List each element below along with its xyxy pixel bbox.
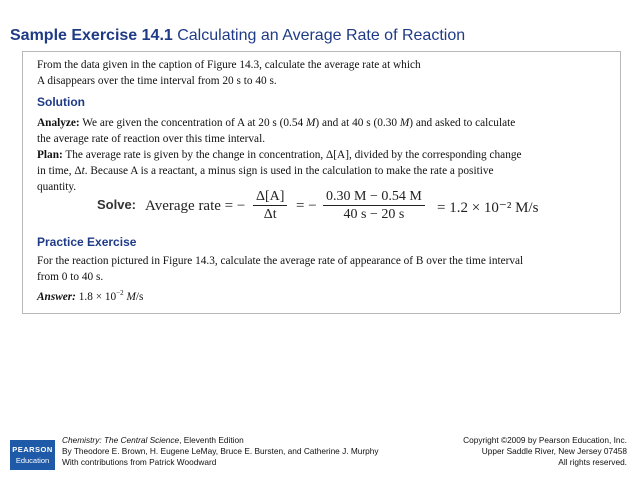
solve-equation (97, 188, 547, 226)
footer-copyright (463, 435, 627, 468)
pearson-logo (10, 440, 55, 470)
var-t: t (81, 165, 85, 177)
practice-line: from 0 to 40 s. (37, 271, 104, 283)
fraction-delta (253, 188, 287, 223)
plan-line: quantity. (37, 181, 77, 193)
analyze-text: ) and asked to calculate (409, 117, 516, 129)
fraction-numerator: 0.30 M − 0.54 M (323, 188, 425, 206)
answer-label: Answer: (37, 290, 76, 303)
practice-line: For the reaction pictured in Figure 14.3, calculate the average rate of appearance of B over the time interval (37, 255, 524, 267)
analyze-text: ) and at 40 s (0.30 (315, 117, 400, 129)
footer-credits (62, 435, 379, 468)
answer-unit: M (126, 290, 136, 303)
intro-paragraph (37, 57, 582, 89)
footer-authors: By Theodore E. Brown, H. Eugene LeMay, Bruce E. Bursten, and Catherine J. Murphy (62, 446, 379, 456)
book-title: Chemistry: The Central Science (62, 435, 180, 445)
solve-label: Solve: (97, 197, 137, 212)
analyze-line (37, 115, 597, 131)
answer-unit-tail: /s (135, 290, 144, 303)
plan-label: Plan: (37, 149, 63, 161)
intro-line: A disappears over the time interval from 20 s to 40 s. (37, 75, 277, 87)
answer-line (37, 285, 597, 305)
copyright-line: Copyright ©2009 by Pearson Education, Inc. (463, 435, 627, 445)
plan-text: in time, Δ (37, 165, 82, 177)
eq-sign: = − (296, 198, 317, 214)
logo-bottom-text: Education (15, 456, 50, 465)
address-line: Upper Saddle River, New Jersey 07458 (481, 446, 627, 456)
analyze-label: Analyze: (37, 117, 80, 129)
plan-text: The average rate is given by the change in concentration, Δ[A], divided by the corresponding change (62, 149, 522, 161)
solution-heading: Solution (37, 95, 85, 109)
solution-paragraph (37, 115, 597, 195)
analyze-text: We are given the concentration of A at 20 s (0.54 (79, 117, 306, 129)
eq-lhs: Average rate = − (145, 198, 246, 214)
title-text: Calculating an Average Rate of Reaction (172, 27, 466, 44)
fraction-denominator: Δt (263, 207, 277, 222)
title-number: Sample Exercise 14.1 (10, 27, 173, 44)
fraction-numerator: Δ[A] (253, 188, 287, 206)
practice-heading: Practice Exercise (37, 235, 137, 249)
page-title (10, 27, 465, 45)
book-edition: , Eleventh Edition (179, 435, 244, 445)
logo-top-text: PEARSON (12, 445, 53, 454)
rights-line: All rights reserved. (558, 457, 627, 467)
plan-text: . Because A is a reactant, a minus sign is used in the calculation to make the rate a positive (84, 165, 494, 177)
unit-m: M (306, 117, 316, 129)
frame-right-border (620, 51, 621, 313)
analyze-line: the average rate of reaction over this time interval. (37, 133, 266, 145)
unit-m: M (399, 117, 410, 129)
answer-exponent: −2 (116, 289, 124, 297)
footer-contrib: With contributions from Patrick Woodward (62, 457, 217, 467)
intro-line: From the data given in the caption of Figure 14.3, calculate the average rate at which (37, 59, 421, 71)
practice-paragraph (37, 253, 597, 305)
footer-book-line (62, 435, 379, 446)
plan-line (37, 163, 597, 179)
frame-left-border (22, 51, 23, 313)
answer-value: 1.8 × 10 (75, 290, 117, 303)
fraction-values (323, 188, 425, 223)
plan-line (37, 147, 597, 163)
eq-result: = 1.2 × 10⁻² M/s (437, 200, 539, 216)
fraction-denominator: 40 s − 20 s (343, 207, 405, 222)
